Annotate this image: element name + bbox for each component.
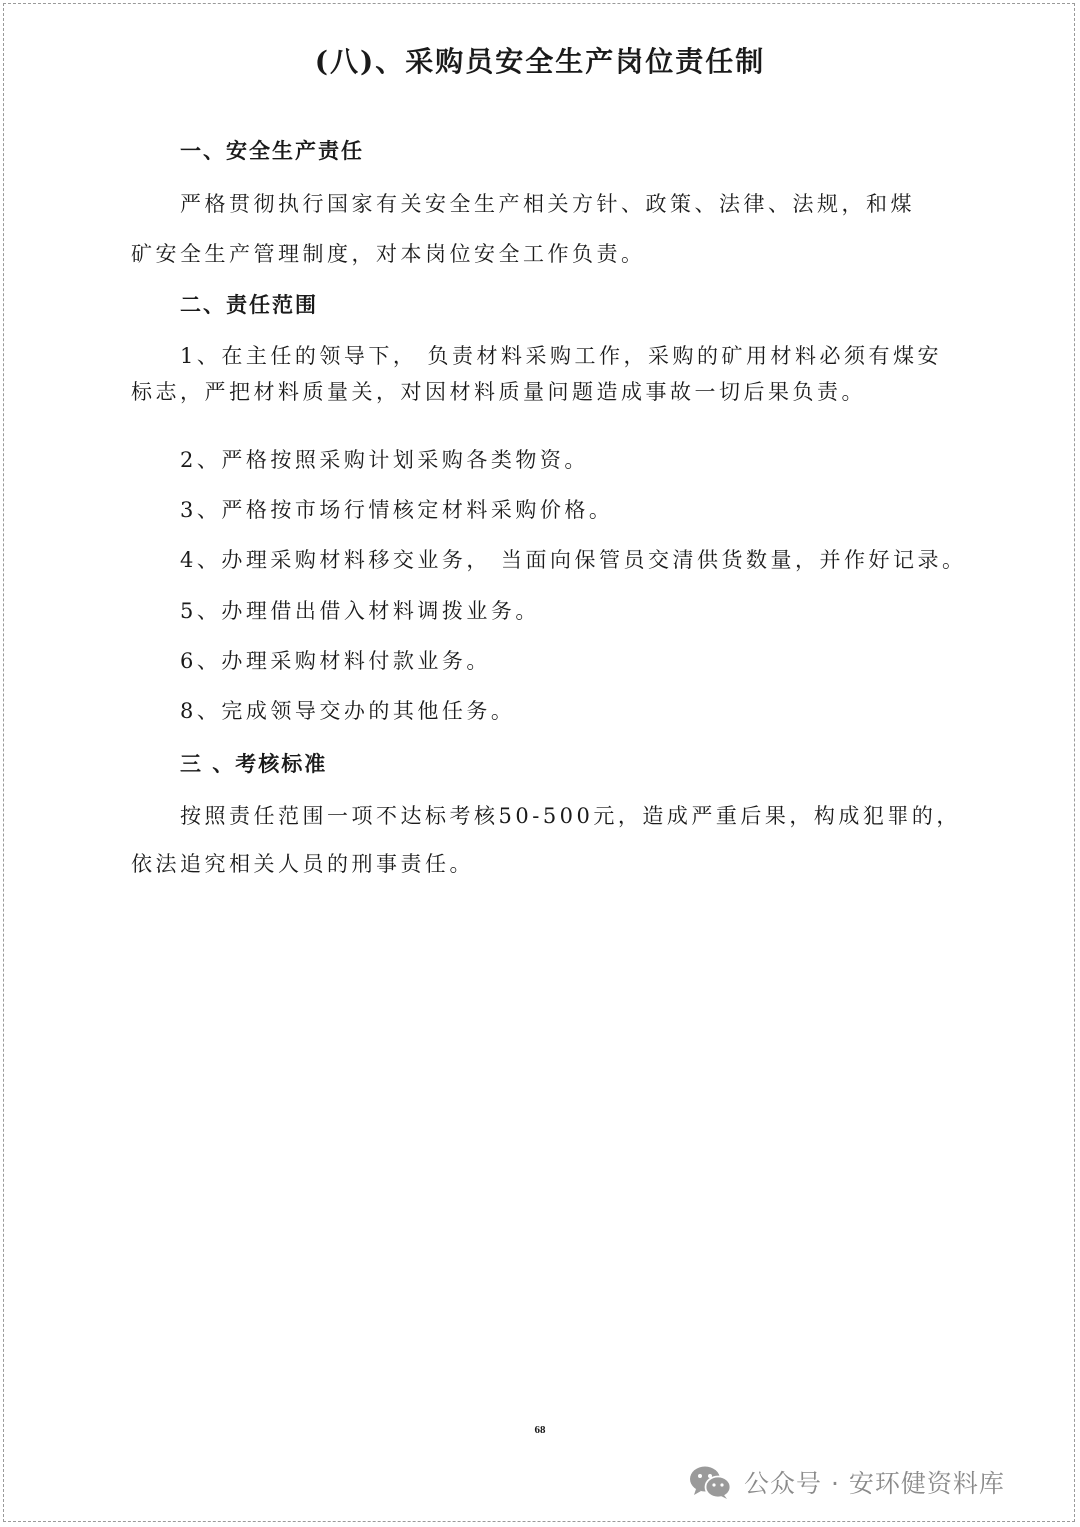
watermark-text: 公众号 · 安环健资料库 bbox=[744, 1469, 1005, 1498]
item-4: 4、办理采购材料移交业务， 当面向保管员交清供货数量，并作好记录。 bbox=[180, 548, 967, 572]
document-title: (八)、采购员安全生产岗位责任制 bbox=[314, 45, 766, 78]
item-6: 6、办理采购材料付款业务。 bbox=[180, 649, 491, 673]
watermark bbox=[688, 1462, 1005, 1502]
item-8: 8、完成领导交办的其他任务。 bbox=[180, 699, 516, 723]
section-1-paragraph-line-2: 矿安全生产管理制度，对本岗位安全工作负责。 bbox=[131, 242, 646, 266]
page-border bbox=[3, 3, 1075, 1522]
section-1-heading: 一、安全生产责任 bbox=[180, 138, 364, 163]
section-3-heading: 三 、考核标准 bbox=[180, 751, 328, 776]
item-1-line-1: 1、在主任的领导下， 负责材料采购工作，采购的矿用材料必须有煤安 bbox=[180, 344, 943, 368]
item-3: 3、严格按市场行情核定材料采购价格。 bbox=[180, 498, 614, 522]
section-2-heading: 二、责任范围 bbox=[180, 292, 318, 317]
item-2: 2、严格按照采购计划采购各类物资。 bbox=[180, 448, 589, 472]
page-number: 68 bbox=[534, 1424, 546, 1436]
item-1-line-2: 标志，严把材料质量关，对因材料质量问题造成事故一切后果负责。 bbox=[131, 380, 866, 404]
section-3-paragraph-line-2: 依法追究相关人员的刑事责任。 bbox=[131, 852, 474, 876]
wechat-icon bbox=[688, 1464, 732, 1500]
section-1-paragraph-line-1: 严格贯彻执行国家有关安全生产相关方针、政策、法律、法规，和煤 bbox=[180, 192, 915, 216]
item-5: 5、办理借出借入材料调拨业务。 bbox=[180, 599, 540, 623]
section-3-paragraph-line-1: 按照责任范围一项不达标考核50-500元，造成严重后果，构成犯罪的， bbox=[180, 804, 961, 828]
